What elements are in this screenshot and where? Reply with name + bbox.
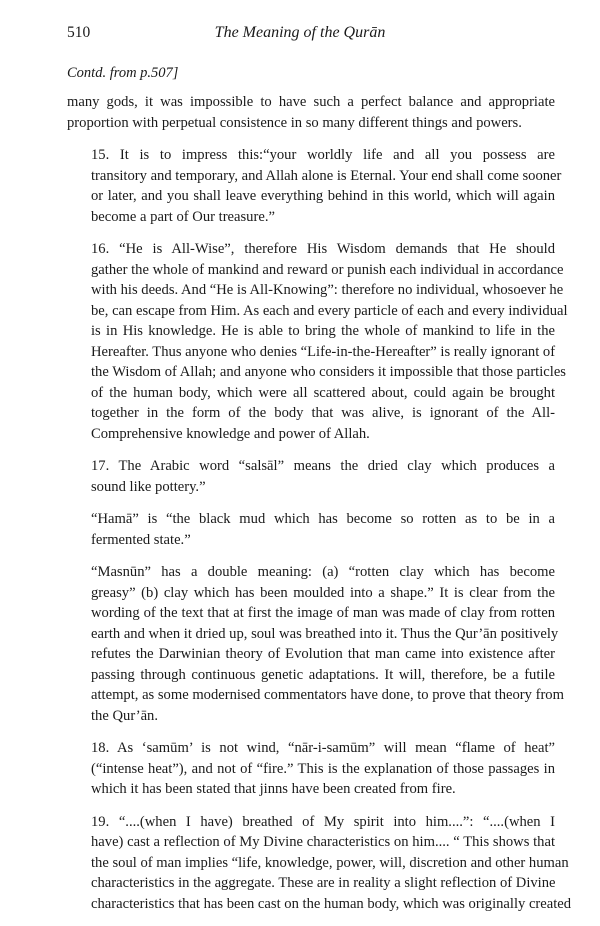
paragraph-p17	[67, 456, 555, 497]
text-line: 18. As ‘samūm’ is not wind, “nār-i-samūm” will mean “flame of heat”	[91, 740, 555, 756]
text-line: which it has been stated that jinns have been created from fire.	[91, 781, 456, 797]
text-line: 16. “He is All-Wise”, therefore His Wisdom demands that He should	[91, 241, 555, 257]
text-line: become a part of Our treasure.”	[91, 208, 275, 225]
text-line: or later, and you shall leave everything behind in this world, which will again	[91, 188, 555, 204]
paragraph-p0	[67, 92, 555, 133]
text-line: 19. “....(when I have) breathed of My spirit into him....”: “....(when I	[91, 813, 555, 830]
page-number: 510	[67, 24, 91, 41]
text-line: have) cast a reflection of My Divine characteristics on him.... “ This shows that	[91, 834, 555, 850]
text-line: 17. The Arabic word “salsāl” means the dried clay which produces a	[91, 458, 555, 474]
text-line: Hereafter. Thus anyone who denies “Life-in-the-Hereafter” is really ignorant of	[91, 343, 556, 360]
text-line: is in His knowledge. He is able to bring the whole of mankind to life in the	[91, 323, 555, 339]
text-line: greasy” (b) clay which has been moulded into a shape.” It is clear from the	[91, 584, 555, 601]
text-line: wording of the text that at first the image of man was made of clay from rotten	[91, 605, 555, 621]
paragraph-p15	[67, 145, 562, 227]
text-line: fermented state.”	[91, 531, 191, 548]
paragraph-p18	[67, 738, 555, 800]
continuation-note: Contd. from p.507]	[67, 65, 179, 81]
page-header	[0, 24, 600, 48]
text-line: proportion with perpetual consistence in so many different things and powers.	[67, 114, 522, 131]
text-line: passing through continuous genetic adaptations. It will, therefore, be a futile	[91, 666, 555, 683]
text-line: gather the whole of mankind and reward or punish each individual in accordance	[91, 261, 564, 278]
text-line: sound like pottery.”	[91, 478, 206, 495]
text-line: with his deeds. And “He is All-Knowing”: therefore no individual, whosoever he	[91, 282, 564, 298]
text-line: attempt, as some modernised commentators have done, to prove that theory from	[91, 687, 564, 703]
text-line: be, can escape from Him. As each and every particle of each and every individual	[91, 302, 568, 319]
text-line: the Wisdom of Allah; and anyone who considers it impossible that those particles	[91, 364, 566, 380]
text-line: characteristics in the aggregate. These are in reality a slight reflection of Divine	[91, 875, 556, 891]
text-line: the Qur’ān.	[91, 707, 158, 724]
text-line: together in the form of the body that was alive, is ignorant of the All-	[91, 405, 555, 421]
paragraph-p17c	[67, 562, 564, 726]
text-line: characteristics that has been cast on the human body, which was originally created	[91, 895, 572, 912]
text-line: “Hamā” is “the black mud which has become so rotten as to be in a	[91, 511, 555, 527]
text-line: of the human body, which were all scattered about, could again be brought	[91, 384, 555, 401]
text-line: transitory and temporary, and Allah alone is Eternal. Your end shall come sooner	[91, 167, 562, 184]
text-line: “Masnūn” has a double meaning: (a) “rotten clay which has become	[91, 564, 555, 580]
text-line: Comprehensive knowledge and power of Allah.	[91, 425, 370, 442]
text-line: the soul of man implies “life, knowledge, power, will, discretion and other human	[91, 854, 569, 871]
text-line: 15. It is to impress this:“your worldly life and all you possess are	[91, 147, 555, 163]
paragraph-p17b	[67, 509, 555, 550]
text-line: earth and when it dried up, soul was breathed into it. Thus the Qur’ān positively	[91, 625, 559, 642]
text-line: (“intense heat”), and not of “fire.” This is the explanation of those passages in	[91, 760, 555, 777]
text-line: many gods, it was impossible to have such a perfect balance and appropriate	[67, 94, 555, 110]
running-title: The Meaning of the Qurān	[214, 24, 386, 41]
text-line: refutes the Darwinian theory of Evolution that man came into existence after	[91, 646, 555, 662]
body-text	[67, 92, 572, 926]
paragraph-p16	[67, 239, 568, 444]
paragraph-p19	[67, 812, 572, 915]
